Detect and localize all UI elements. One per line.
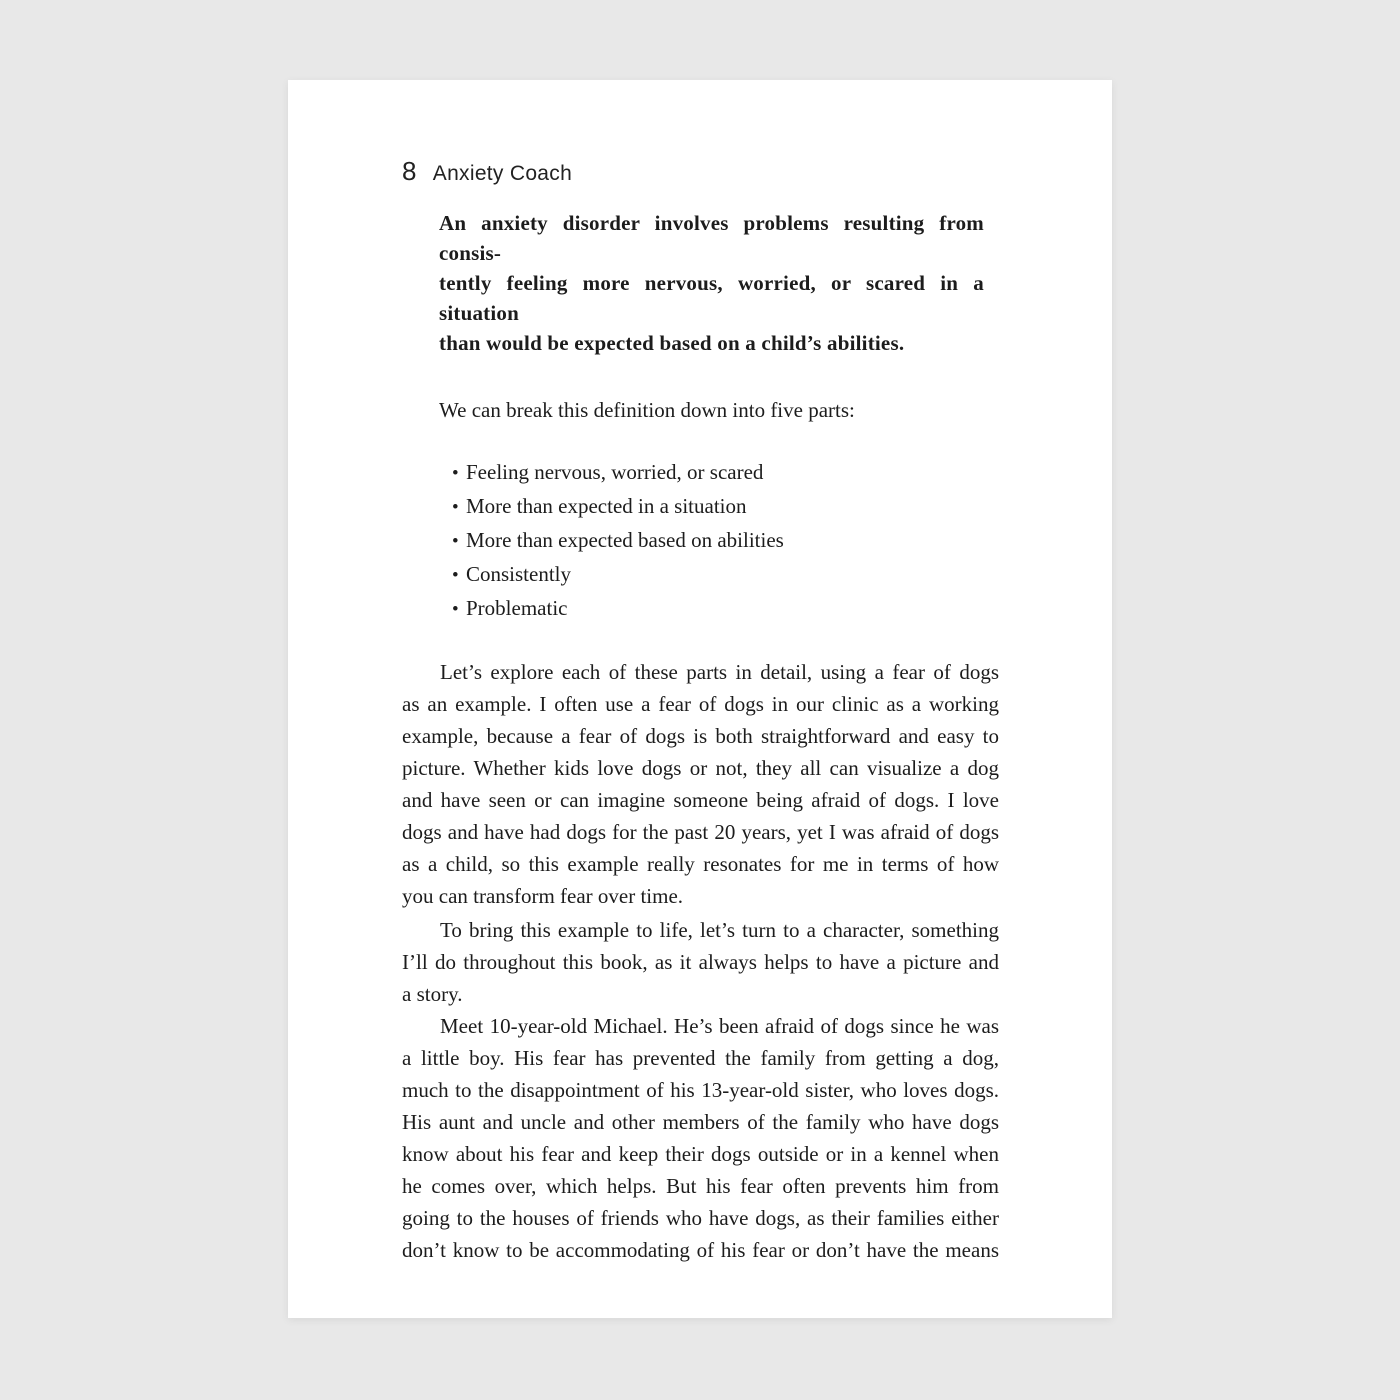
bullet-text: Problematic xyxy=(466,596,568,620)
paragraph-line: I’ll do throughout this book, as it always helps to have a picture and xyxy=(402,950,999,974)
bullet-icon: • xyxy=(452,599,459,620)
bullet-text: Consistently xyxy=(466,562,572,586)
paragraph-line: To bring this example to life, let’s turn to a character, something xyxy=(440,918,999,942)
bullet-text: Feeling nervous, worried, or scared xyxy=(466,460,764,484)
paragraph-line: a little boy. His fear has prevented the family from getting a dog, xyxy=(402,1046,999,1070)
bullet-icon: • xyxy=(452,497,459,518)
book-page xyxy=(288,80,1112,1318)
paragraph-line: you can transform fear over time. xyxy=(402,884,684,908)
bullet-icon: • xyxy=(452,531,459,552)
bullet-list xyxy=(402,456,999,626)
paragraph xyxy=(402,914,999,1010)
paragraph-line: example, because a fear of dogs is both straightforward and easy to xyxy=(402,724,999,748)
paragraph xyxy=(402,1010,999,1266)
paragraph-line: know about his fear and keep their dogs outside or in a kennel when xyxy=(402,1142,999,1166)
paragraph-line: dogs and have had dogs for the past 20 years, yet I was afraid of dogs xyxy=(402,820,999,844)
paragraph-line: a story. xyxy=(402,982,463,1006)
list-item xyxy=(402,524,999,558)
definition-quote xyxy=(439,208,984,358)
bullet-icon: • xyxy=(452,565,459,586)
paragraph-line: Meet 10-year-old Michael. He’s been afraid of dogs since he was xyxy=(440,1014,999,1038)
paragraph-line: as a child, so this example really resonates for me in terms of how xyxy=(402,852,999,876)
paragraph-line: he comes over, which helps. But his fear often prevents him from xyxy=(402,1174,999,1198)
paragraph-line: His aunt and uncle and other members of the family who have dogs xyxy=(402,1110,999,1134)
paragraph-line: much to the disappointment of his 13-year-old sister, who loves dogs. xyxy=(402,1078,999,1102)
list-item xyxy=(402,456,999,490)
list-item xyxy=(402,558,999,592)
running-title: Anxiety Coach xyxy=(432,162,573,185)
paragraph-line: as an example. I often use a fear of dogs in our clinic as a working xyxy=(402,692,999,716)
paragraph xyxy=(402,656,999,912)
quote-line: than would be expected based on a child’s abilities. xyxy=(439,331,905,355)
paragraph-line: going to the houses of friends who have dogs, as their families either xyxy=(402,1206,999,1230)
quote-line: tently feeling more nervous, worried, or scared in a situation xyxy=(439,271,984,325)
paragraph-line: don’t know to be accommodating of his fear or don’t have the means xyxy=(402,1238,999,1262)
bullet-text: More than expected based on abilities xyxy=(466,528,784,552)
paragraph-line: and have seen or can imagine someone being afraid of dogs. I love xyxy=(402,788,999,812)
list-item xyxy=(402,592,999,626)
intro-sentence: We can break this definition down into five parts: xyxy=(439,398,855,422)
page-header xyxy=(402,156,999,186)
list-item xyxy=(402,490,999,524)
paragraph-line: Let’s explore each of these parts in detail, using a fear of dogs xyxy=(440,660,999,684)
quote-line: An anxiety disorder involves problems resulting from consis- xyxy=(439,211,984,265)
bullet-text: More than expected in a situation xyxy=(466,494,747,518)
paragraph-line: picture. Whether kids love dogs or not, they all can visualize a dog xyxy=(402,756,999,780)
bullet-icon: • xyxy=(452,463,459,484)
page-content xyxy=(402,80,999,1266)
page-number: 8 xyxy=(402,156,417,186)
